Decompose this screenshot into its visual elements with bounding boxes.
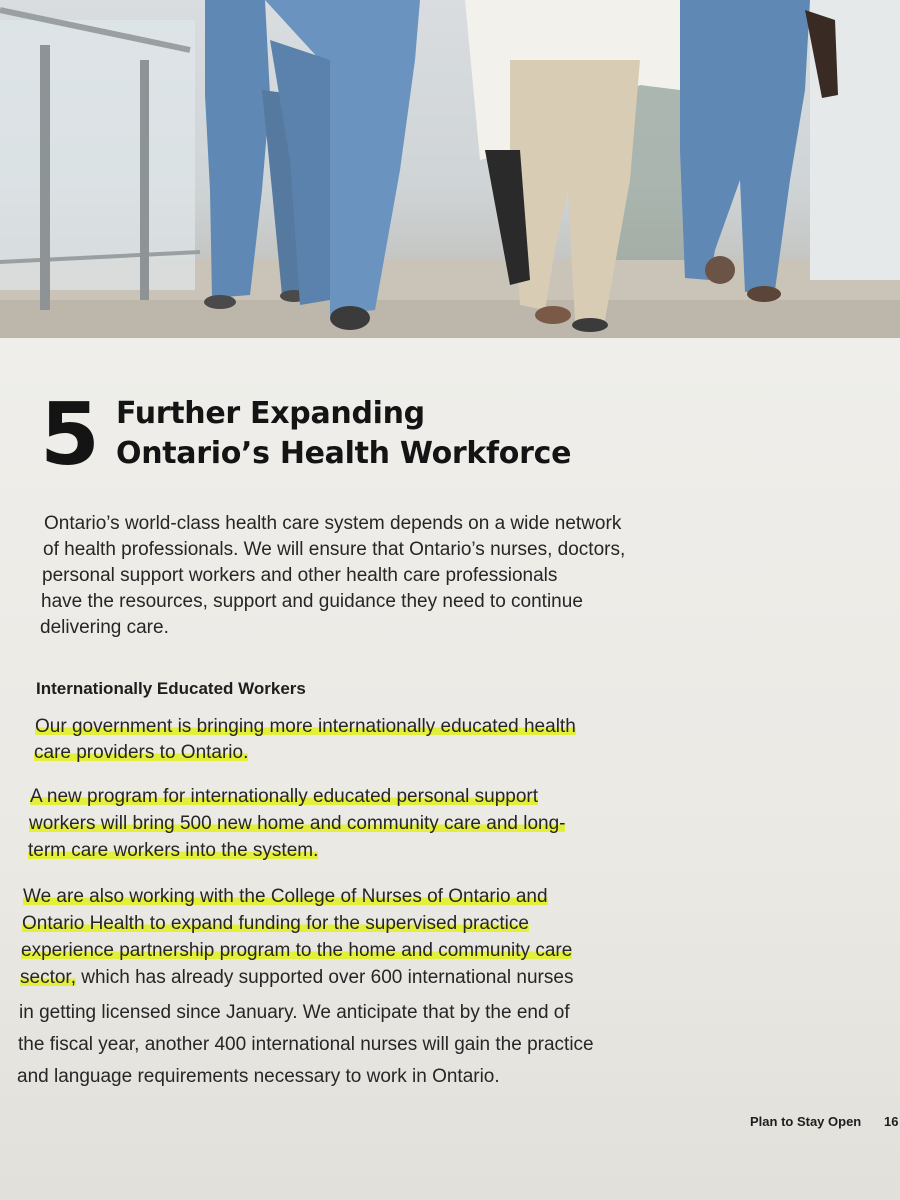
intro-line: delivering care. bbox=[40, 617, 169, 638]
header-photo bbox=[0, 0, 900, 338]
footer-document-title: Plan to Stay Open bbox=[750, 1114, 862, 1129]
body-text: and language requirements necessary to work in Ontario. bbox=[17, 1066, 500, 1087]
intro-line: of health professionals. We will ensure that Ontario’s nurses, doctors, bbox=[43, 539, 626, 560]
highlighted-text: A new program for internationally educated personal support bbox=[30, 786, 539, 807]
intro-line: Ontario’s world-class health care system depends on a wide network bbox=[44, 513, 622, 534]
intro-line: personal support workers and other health care professionals bbox=[42, 565, 558, 586]
intro-line: have the resources, support and guidance they need to continue bbox=[41, 591, 583, 612]
highlighted-text: Our government is bringing more internationally educated health bbox=[35, 716, 576, 737]
highlighted-text: workers will bring 500 new home and community care and long- bbox=[29, 813, 566, 834]
body-text: the fiscal year, another 400 international nurses will gain the practice bbox=[18, 1034, 594, 1055]
health-workers-walking-photo bbox=[0, 0, 900, 338]
chapter-title-line-2: Ontario’s Health Workforce bbox=[116, 436, 572, 471]
chapter-number: 5 bbox=[40, 385, 100, 485]
body-text: in getting licensed since January. We anticipate that by the end of bbox=[19, 1002, 570, 1023]
highlighted-text: experience partnership program to the home and community care bbox=[21, 940, 573, 961]
page-number: 16 bbox=[884, 1114, 899, 1129]
highlighted-text: term care workers into the system. bbox=[28, 840, 319, 861]
highlighted-text: sector, bbox=[20, 967, 76, 988]
chapter-title-line-1: Further Expanding bbox=[116, 396, 425, 431]
highlighted-text: We are also working with the College of Nurses of Ontario and bbox=[23, 886, 548, 907]
highlighted-text: care providers to Ontario. bbox=[34, 742, 249, 763]
section-subheading: Internationally Educated Workers bbox=[36, 679, 306, 698]
highlighted-text: Ontario Health to expand funding for the supervised practice bbox=[22, 913, 529, 934]
body-text: which has already supported over 600 international nurses bbox=[75, 967, 574, 988]
